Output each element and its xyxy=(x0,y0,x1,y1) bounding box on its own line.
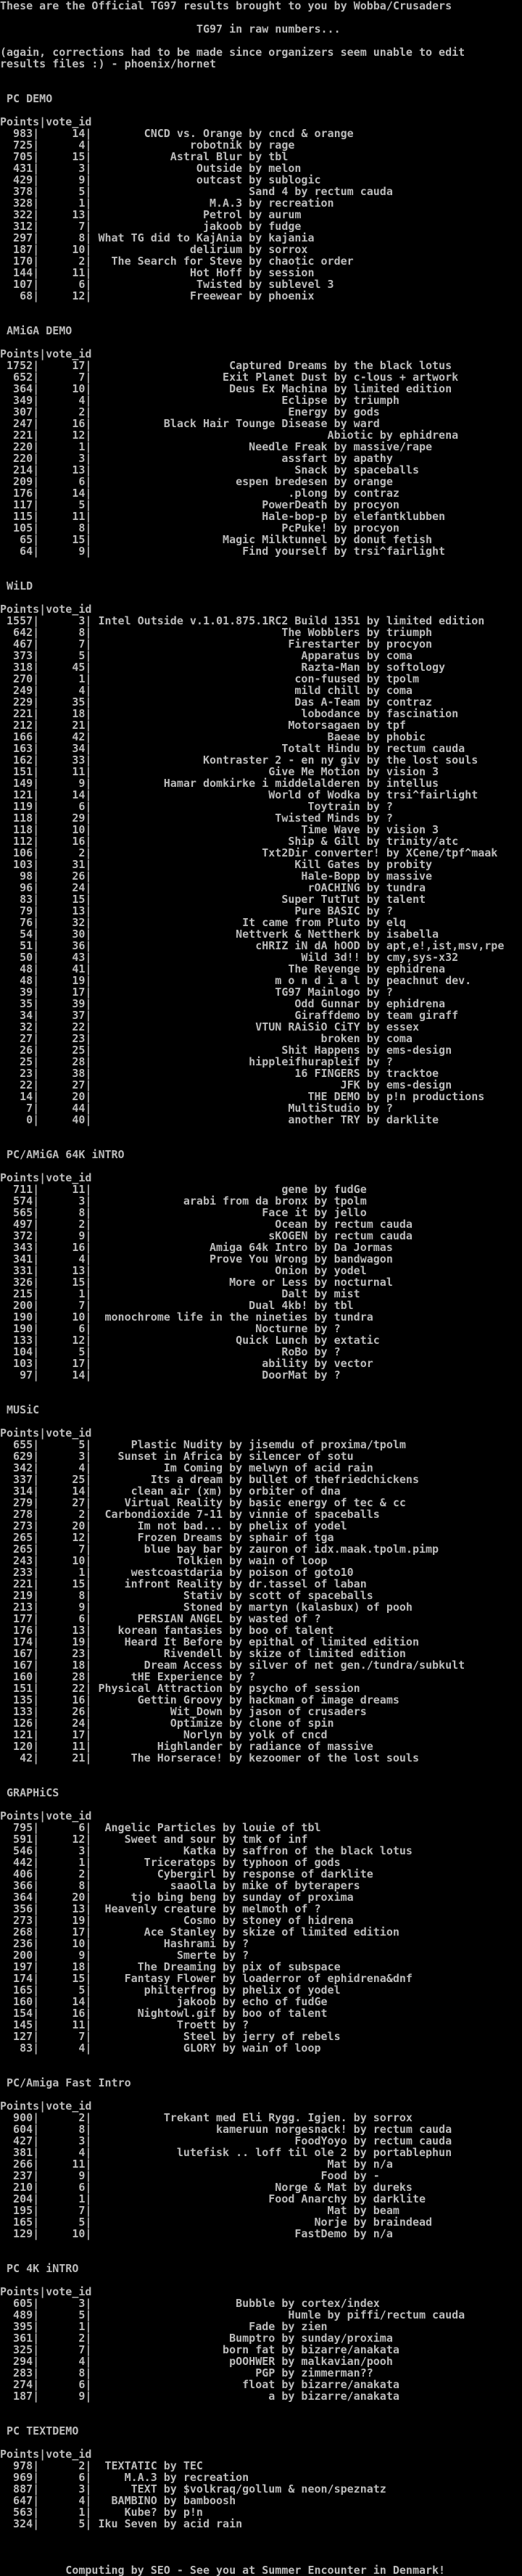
result-row: 563| 1| Kube? by p!n xyxy=(0,2506,203,2519)
result-row: 204| 1| Food Anarchy by darklite xyxy=(0,2192,426,2205)
result-row: 97| 14| DoorMat by ? xyxy=(0,1368,341,1382)
result-row: 1557| 3| Intel Outside v.1.01.875.1RC2 Build 1351 by limited edition xyxy=(0,614,485,627)
result-row: 96| 24| rOACHING by tundra xyxy=(0,881,426,894)
section-title: AMiGA DEMO xyxy=(0,324,72,337)
column-header: Points|vote_id xyxy=(0,1809,92,1822)
result-row: 273| 19| Cosmo by stoney of hidrena xyxy=(0,1914,354,1927)
result-row: 406| 2| Cybergirl by response of darklite xyxy=(0,1867,373,1881)
result-row: 642| 8| The Wobblers by triumph xyxy=(0,626,433,639)
result-row: 381| 4| lutefisk .. loff til ole 2 by portablephun xyxy=(0,2146,452,2159)
blank-line xyxy=(0,2541,522,2553)
result-row: 162| 33| Kontraster 2 - en ny giv by the lost souls xyxy=(0,754,478,767)
result-row: 274| 6| float by bizarre/anakata xyxy=(0,2378,399,2391)
result-row: 249| 4| mild chill by coma xyxy=(0,684,413,697)
result-row: 42| 21| The Horserace! by kezoomer of the lost souls xyxy=(0,1751,419,1764)
result-row: 325| 7| born fat by bizarre/anakata xyxy=(0,2343,399,2356)
blank-line xyxy=(0,2274,522,2286)
result-row: 429| 9| outcast by sublogic xyxy=(0,173,321,186)
result-row: 604| 8| kameruun norgesnack! by rectum cauda xyxy=(0,2123,452,2136)
result-row: 314| 14| clean air (xm) by orbiter of dna xyxy=(0,1485,341,1498)
result-row: 364| 20| tjo bing beng by sunday of proxima xyxy=(0,1891,354,1904)
result-row: 395| 1| Fade by zien xyxy=(0,2320,328,2333)
column-header: Points|vote_id xyxy=(0,1171,92,1184)
result-row: 214| 13| Snack by spaceballs xyxy=(0,463,419,476)
result-row: 126| 24| Optimize by clone of spin xyxy=(0,1717,334,1730)
result-row: 174| 19| Heard It Before by epithal of limited edition xyxy=(0,1635,419,1648)
result-row: 64| 9| Find yourself by trsi^fairlight xyxy=(0,545,446,558)
section-title: PC/AMiGA 64K iNTRO xyxy=(0,1148,125,1161)
result-row: 266| 11| Mat by n/a xyxy=(0,2158,393,2171)
result-row: 190| 6| Nocturne by ? xyxy=(0,1322,341,1335)
result-row: 318| 45| Razta-Man by softology xyxy=(0,661,446,674)
result-row: 98| 26| Hale-Bopp by massive xyxy=(0,870,433,883)
results-subtitle: TG97 in raw numbers... xyxy=(0,22,341,36)
result-row: 22| 27| JFK by ems-design xyxy=(0,1078,452,1091)
result-row: 341| 4| Prove You Wrong by bandwagon xyxy=(0,1252,393,1266)
blank-line xyxy=(0,81,522,93)
result-row: 103| 17| ability by vector xyxy=(0,1357,373,1370)
result-row: 151| 11| Give Me Motion by vision 3 xyxy=(0,765,439,778)
blank-line xyxy=(0,2553,522,2564)
result-row: 7| 44| MultiStudio by ? xyxy=(0,1102,393,1115)
footer-line: Computing by SEO - See you at Summer Encounter in Denmark! xyxy=(0,2564,446,2576)
result-row: 273| 20| Im not bad... by phelix of yodel xyxy=(0,1519,347,1532)
result-row: 35| 39| Odd Gunnar by ephidrena xyxy=(0,997,446,1010)
result-row: 0| 40| another TRY by darklite xyxy=(0,1113,439,1126)
result-row: 356| 13| Heavenly creature by melmoth of ? xyxy=(0,1902,321,1915)
result-row: 50| 43| Wild 3d!! by cmy,sys-x32 xyxy=(0,951,459,964)
blank-line xyxy=(0,1799,522,1810)
result-row: 268| 17| Ace Stanley by skize of limited edition xyxy=(0,1925,399,1939)
result-row: 107| 6| Twisted by sublevel 3 xyxy=(0,278,334,291)
result-row: 121| 14| World of Wodka by trsi^fairlight xyxy=(0,788,478,801)
result-row: 54| 30| Nettverk & Nettherk by isabella xyxy=(0,928,439,941)
result-row: 1752| 17| Captured Dreams by the black lotus xyxy=(0,359,452,372)
section-title: GRAPHiCS xyxy=(0,1786,59,1799)
result-row: 983| 14| CNCD vs. Orange by cncd & orange xyxy=(0,127,354,140)
result-row: 497| 2| Ocean by rectum cauda xyxy=(0,1218,413,1231)
blank-line xyxy=(0,1381,522,1392)
result-row: 165| 5| philterfrog by phelix of yodel xyxy=(0,1983,341,1997)
blank-line xyxy=(0,70,522,81)
section-title: PC TEXTDEMO xyxy=(0,2424,79,2437)
section-title: WiLD xyxy=(0,579,33,593)
result-row: 51| 36| cHRIZ iN dA hOOD by apt,e!,ist,msv,rpe xyxy=(0,939,505,952)
result-row: 220| 1| Needle Freak by massive/rape xyxy=(0,440,433,453)
result-row: 135| 16| Gettin Groovy by hackman of image dreams xyxy=(0,1693,399,1706)
result-row: 48| 41| The Revenge by ephidrena xyxy=(0,962,446,975)
result-row: 467| 7| Firestarter by procyon xyxy=(0,637,433,651)
column-header: Points|vote_id xyxy=(0,2448,92,2461)
column-header: Points|vote_id xyxy=(0,2100,92,2113)
result-row: 294| 4| pOOHWER by malkavian/pooh xyxy=(0,2355,393,2368)
result-row: 151| 22| Physical Attraction by psycho of session xyxy=(0,1682,360,1695)
result-row: 195| 7| Mat by beam xyxy=(0,2204,399,2217)
section-title: PC 4K iNTRO xyxy=(0,2262,79,2275)
result-row: 591| 12| Sweet and sour by tmk of inf xyxy=(0,1833,308,1846)
result-row: 279| 27| Virtual Reality by basic energy of tec & cc xyxy=(0,1496,406,1509)
result-row: 167| 18| Dream Access by silver of net gen./tundra/subkult xyxy=(0,1659,465,1672)
blank-line xyxy=(0,1416,522,1427)
blank-line xyxy=(0,2251,522,2263)
result-row: 221| 18| lobodance by fascination xyxy=(0,707,459,720)
result-row: 105| 8| PcPuke! by procyon xyxy=(0,521,399,534)
result-row: 364| 10| Deus Ex Machina by limited edition xyxy=(0,382,452,395)
result-row: 711| 11| gene by fudGe xyxy=(0,1183,367,1196)
column-header: Points|vote_id xyxy=(0,115,92,128)
result-row: 200| 9| Smerte by ? xyxy=(0,1949,249,1962)
result-row: 243| 10| Tolkien by wain of loop xyxy=(0,1554,328,1567)
result-row: 112| 16| Ship & Gill by trinity/atc xyxy=(0,835,459,848)
result-row: 372| 9| sKOGEN by rectum cauda xyxy=(0,1229,413,1242)
result-row: 32| 22| VTUN RAiSiO CiTY by essex xyxy=(0,1020,419,1033)
result-row: 118| 10| Time Wave by vision 3 xyxy=(0,823,439,836)
blank-line xyxy=(0,302,522,313)
result-row: 795| 6| Angelic Particles by louie of tbl xyxy=(0,1821,321,1834)
result-row: 265| 7| blue bay bar by zauron of idx.maak.tpolm.pimp xyxy=(0,1543,439,1556)
result-row: 187| 9| a by bizarre/anakata xyxy=(0,2390,399,2403)
blank-line xyxy=(0,1775,522,1787)
result-row: 170| 2| The Search for Steve by chaotic order xyxy=(0,255,354,268)
result-row: 200| 7| Dual 4kb! by tbl xyxy=(0,1299,354,1312)
result-row: 546| 3| Katka by saffron of the black lotus xyxy=(0,1844,413,1857)
result-row: 165| 5| Norje by braindead xyxy=(0,2216,433,2229)
result-row: 120| 11| Highlander by radiance of massive xyxy=(0,1740,373,1753)
result-row: 229| 35| Das A-Team by contraz xyxy=(0,695,433,709)
result-row: 68| 12| Freewear by phoenix xyxy=(0,289,315,302)
result-row: 297| 8| What TG did to KajAnia by kajania xyxy=(0,231,315,244)
blank-line xyxy=(0,1160,522,1172)
result-row: 106| 2| Txt2Dir converter! by XCene/tpf^maak xyxy=(0,846,498,859)
result-row: 177| 6| PERSIAN ANGEL by wasted of ? xyxy=(0,1612,321,1625)
result-row: 160| 28| tHE Experience by ? xyxy=(0,1670,256,1683)
result-row: 212| 21| Motorsagaen by tpf xyxy=(0,719,406,732)
result-row: 489| 5| Humle by piffi/rectum cauda xyxy=(0,2308,465,2321)
result-row: 629| 3| Sunset in Africa by silencer of sotu xyxy=(0,1450,354,1463)
result-row: 103| 31| Kill Gates by probity xyxy=(0,858,433,871)
result-row: 366| 8| saaolla by mike of byterapers xyxy=(0,1879,360,1892)
result-row: 14| 20| THE DEMO by p!n productions xyxy=(0,1090,485,1103)
result-row: 176| 13| korean fantasies by boo of talent xyxy=(0,1624,334,1637)
blank-line xyxy=(0,592,522,603)
result-row: 265| 12| Frozen Dreams by sphair of tga xyxy=(0,1531,334,1544)
result-row: 119| 6| Toytrain by ? xyxy=(0,800,393,813)
result-row: 337| 25| Its a dream by bullet of thefriedchickens xyxy=(0,1473,419,1486)
blank-line xyxy=(0,1764,522,1775)
result-row: 115| 11| Hale-bop-p by elefantklubben xyxy=(0,510,446,523)
result-row: 605| 3| Bubble by cortex/index xyxy=(0,2297,380,2310)
result-row: 342| 4| Im Coming by melwyn of acid rain xyxy=(0,1461,373,1474)
result-row: 34| 37| Giraffdemo by team giraff xyxy=(0,1009,459,1022)
column-header: Points|vote_id xyxy=(0,1427,92,1440)
result-row: 197| 18| The Dreaming by pix of subspace xyxy=(0,1960,341,1973)
result-row: 220| 3| assfart by apathy xyxy=(0,452,393,465)
result-row: 25| 28| hippleifhurapleif by ? xyxy=(0,1055,393,1068)
blank-line xyxy=(0,1126,522,1137)
blank-line xyxy=(0,2530,522,2541)
result-row: 187| 10| delirium by sorrox xyxy=(0,243,308,256)
result-row: 118| 29| Twisted Minds by ? xyxy=(0,812,393,825)
result-row: 145| 11| Troett by ? xyxy=(0,2018,249,2031)
blank-line xyxy=(0,1137,522,1149)
blank-line xyxy=(0,2054,522,2065)
result-row: 174| 15| Fantasy Flower by loaderror of ephidrena&dnf xyxy=(0,1972,413,1985)
result-row: 39| 17| TG97 Mainlogo by ? xyxy=(0,986,393,999)
result-row: 76| 32| It came from Pluto by elq xyxy=(0,916,406,929)
blank-line xyxy=(0,2414,522,2425)
result-row: 210| 6| Norge & Mat by dureks xyxy=(0,2181,413,2194)
result-row: 117| 5| PowerDeath by procyon xyxy=(0,498,399,511)
result-row: 190| 10| monochrome life in the nineties by tundra xyxy=(0,1310,373,1324)
column-header: Points|vote_id xyxy=(0,2285,92,2298)
result-row: 154| 16| Nightowl.gif by boo of talent xyxy=(0,2007,328,2020)
result-row: 442| 1| Triceratops by typhoon of gods xyxy=(0,1856,341,1869)
result-row: 647| 4| BAMBINO by bamboosh xyxy=(0,2494,236,2507)
result-row: 83| 15| Super TutTut by talent xyxy=(0,893,426,906)
result-row: 574| 3| arabi from da bronx by tpolm xyxy=(0,1194,367,1208)
result-row: 209| 6| espen bredesen by orange xyxy=(0,475,393,488)
result-row: 431| 3| Outside by melon xyxy=(0,162,302,175)
result-row: 343| 16| Amiga 64k Intro by Da Jormas xyxy=(0,1241,393,1254)
result-row: 326| 15| More or Less by nocturnal xyxy=(0,1276,393,1289)
result-row: 887| 3| TEXT by $volkraq/gollum & neon/speznatz xyxy=(0,2482,386,2496)
result-row: 349| 4| Eclipse by triumph xyxy=(0,394,399,407)
result-row: 331| 13| Onion by yodel xyxy=(0,1264,367,1277)
result-row: 236| 10| Hashrami by ? xyxy=(0,1937,249,1950)
result-row: 322| 13| Petrol by aurum xyxy=(0,208,302,221)
result-row: 133| 12| Quick Lunch by extatic xyxy=(0,1334,380,1347)
blank-line xyxy=(0,2402,522,2414)
column-header: Points|vote_id xyxy=(0,347,92,360)
section-title: PC/Amiga Fast Intro xyxy=(0,2076,131,2089)
result-row: 283| 8| PGP by zimmerman?? xyxy=(0,2366,373,2379)
result-row: 307| 2| Energy by gods xyxy=(0,405,380,418)
result-row: 26| 25| Shit Happens by ems-design xyxy=(0,1044,452,1057)
result-row: 270| 1| con-fuused by tpolm xyxy=(0,672,419,685)
result-row: 219| 8| Stativ by scott of spaceballs xyxy=(0,1589,373,1602)
result-row: 221| 15| infront Reality by dr.tassel of laban xyxy=(0,1577,367,1590)
result-row: 978| 2| TEXTATIC by TEC xyxy=(0,2459,203,2472)
note-line: results files :) - phoenix/hornet xyxy=(0,57,217,70)
result-row: 221| 12| Abiotic by ephidrena xyxy=(0,429,459,442)
result-row: 328| 1| M.A.3 by recreation xyxy=(0,197,334,210)
result-row: 233| 1| westcoastdaria by poison of goto10 xyxy=(0,1566,354,1579)
results-title: These are the Official TG97 results brought to you by Wobba/Crusaders xyxy=(0,0,452,12)
blank-line xyxy=(0,104,522,116)
section-title: PC DEMO xyxy=(0,92,53,105)
result-row: 312| 7| jakoob by fudge xyxy=(0,220,302,233)
result-row: 79| 13| Pure BASIC by ? xyxy=(0,904,393,917)
result-row: 27| 23| broken by coma xyxy=(0,1032,413,1045)
section-title: MUSiC xyxy=(0,1403,40,1416)
result-row: 427| 3| FoodYoyo by rectum cauda xyxy=(0,2134,452,2147)
result-row: 23| 38| 16 FINGERS by tracktoe xyxy=(0,1067,439,1080)
result-row: 725| 4| robotnik by rage xyxy=(0,139,295,152)
blank-line xyxy=(0,313,522,325)
result-row: 247| 16| Black Hair Tounge Disease by ward xyxy=(0,417,380,430)
result-row: 237| 9| Food by - xyxy=(0,2169,380,2182)
blank-line xyxy=(0,557,522,569)
blank-line xyxy=(0,337,522,348)
result-row: 144| 11| Hot Hoff by session xyxy=(0,266,315,279)
result-row: 166| 42| Baeae by phobic xyxy=(0,730,426,743)
result-row: 969| 6| M.A.3 by recreation xyxy=(0,2471,249,2484)
result-row: 160| 14| jakoob by echo of fudGe xyxy=(0,1995,328,2008)
result-row: 48| 19| m o n d i a l by peachnut dev. xyxy=(0,974,472,987)
result-row: 129| 10| FastDemo by n/a xyxy=(0,2227,393,2240)
blank-line xyxy=(0,569,522,580)
result-row: 705| 15| Astral Blur by tbl xyxy=(0,150,289,163)
result-row: 149| 9| Hamar domkirke i middelalderen by intellus xyxy=(0,777,439,790)
blank-line xyxy=(0,12,522,23)
result-row: 176| 14| .plong by contraz xyxy=(0,487,399,500)
blank-line xyxy=(0,1392,522,1404)
result-row: 900| 2| Trekant med Eli Rygg. Igjen. by sorrox xyxy=(0,2111,413,2124)
result-row: 163| 34| Totalt Hindu by rectum cauda xyxy=(0,742,465,755)
result-row: 655| 5| Plastic Nudity by jisemdu of proxima/tpolm xyxy=(0,1438,406,1451)
note-line: (again, corrections had to be made since organizers seem unable to edit xyxy=(0,46,465,59)
column-header: Points|vote_id xyxy=(0,603,92,616)
result-row: 373| 5| Apparatus by coma xyxy=(0,649,413,662)
blank-line xyxy=(0,2089,522,2100)
result-row: 215| 1| Dalt by mist xyxy=(0,1287,360,1300)
result-row: 361| 2| Bumptro by sunday/proxima xyxy=(0,2332,393,2345)
result-row: 167| 23| Rivendell by skize of limited edition xyxy=(0,1647,406,1660)
result-row: 127| 7| Steel by jerry of rebels xyxy=(0,2030,341,2043)
blank-line xyxy=(0,2239,522,2251)
result-row: 83| 4| GLORY by wain of loop xyxy=(0,2042,321,2055)
blank-line xyxy=(0,2065,522,2077)
result-row: 324| 5| Iku Seven by acid rain xyxy=(0,2517,243,2530)
result-row: 65| 15| Magic Milktunnel by donut fetish xyxy=(0,533,433,546)
result-row: 378| 5| Sand 4 by rectum cauda xyxy=(0,185,393,198)
result-row: 652| 7| Exit Planet Dust by c-lous + artwork xyxy=(0,371,459,384)
result-row: 565| 8| Face it by jello xyxy=(0,1206,367,1219)
blank-line xyxy=(0,35,522,46)
result-row: 104| 5| RoBo by ? xyxy=(0,1345,341,1358)
result-row: 213| 9| Stoned by martyn (kalasbux) of pooh xyxy=(0,1601,413,1614)
result-row: 121| 17| Norlyn by yolk of cncd xyxy=(0,1728,328,1741)
blank-line xyxy=(0,2437,522,2448)
result-row: 133| 26| Wit_Down by jason of crusaders xyxy=(0,1705,367,1718)
result-row: 278| 2| Carbondioxide 7-11 by vinnie of spaceballs xyxy=(0,1508,380,1521)
